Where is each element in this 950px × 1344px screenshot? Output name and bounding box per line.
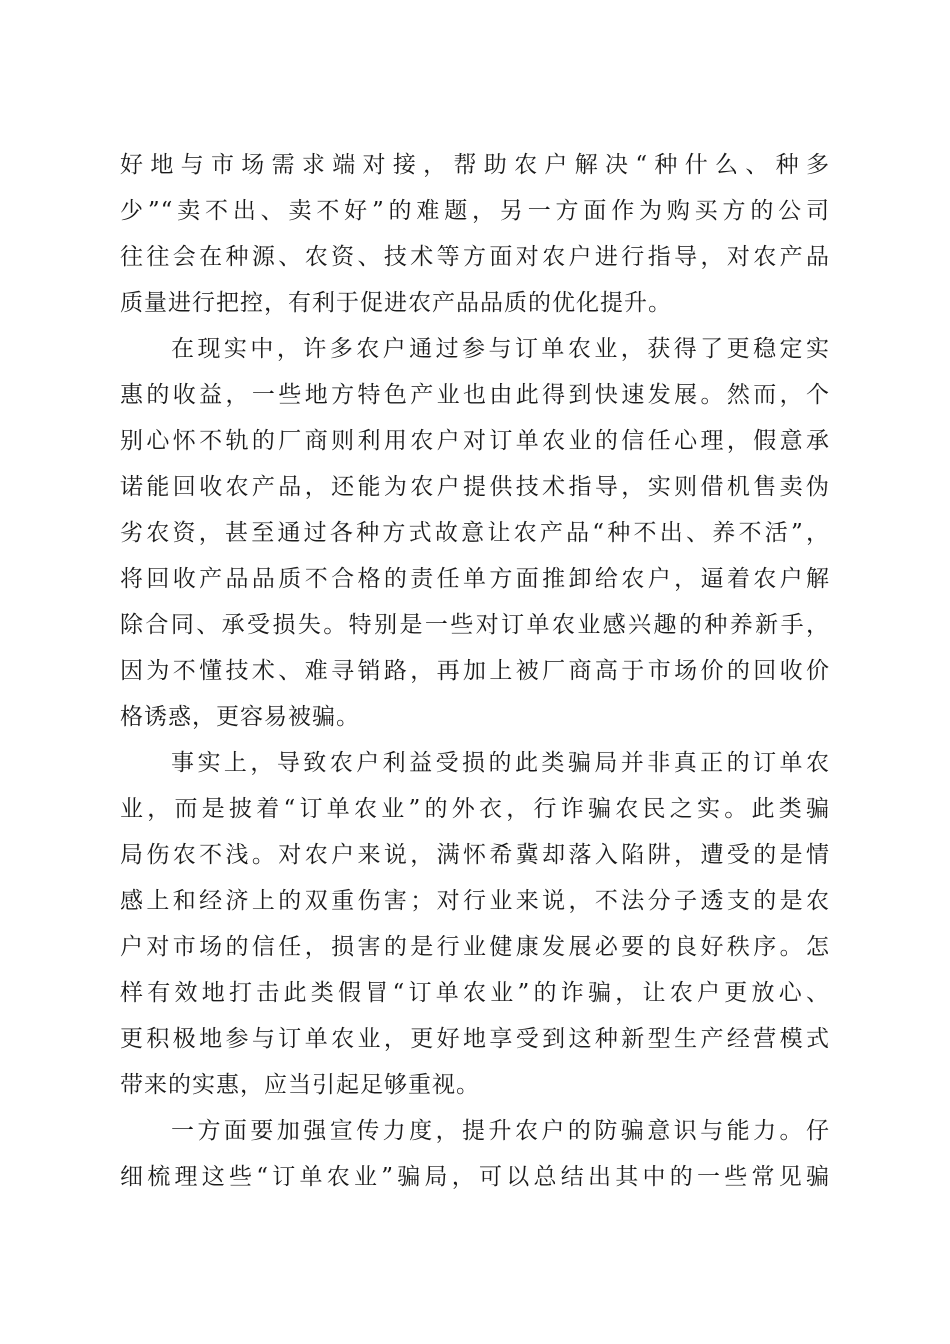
text-line: 劣农资，甚至通过各种方式故意让农产品“种不出、养不活”， <box>120 520 830 546</box>
text-line: 好地与市场需求端对接，帮助农户解决“种什么、种多 <box>120 152 830 178</box>
text-line: 户对市场的信任，损害的是行业健康发展必要的良好秩序。怎 <box>120 934 830 960</box>
paragraph-first-line: 事实上，导致农户利益受损的此类骗局并非真正的订单农 <box>171 750 830 776</box>
text-line: 惠的收益，一些地方特色产业也由此得到快速发展。然而，个 <box>120 382 830 408</box>
paragraph-first-line: 一方面要加强宣传力度，提升农户的防骗意识与能力。仔 <box>171 1118 830 1144</box>
text-line: 将回收产品品质不合格的责任单方面推卸给农户，逼着农户解 <box>120 566 830 592</box>
text-line: 格诱惑，更容易被骗。 <box>120 704 360 730</box>
text-line: 少”“卖不出、卖不好”的难题，另一方面作为购买方的公司 <box>120 198 830 224</box>
text-line: 诺能回收农产品，还能为农户提供技术指导，实则借机售卖伪 <box>120 474 830 500</box>
text-line: 质量进行把控，有利于促进农产品品质的优化提升。 <box>120 290 672 316</box>
text-line: 往往会在种源、农资、技术等方面对农户进行指导，对农产品 <box>120 244 830 270</box>
text-line: 别心怀不轨的厂商则利用农户对订单农业的信任心理，假意承 <box>120 428 830 454</box>
paragraph-first-line: 在现实中，许多农户通过参与订单农业，获得了更稳定实 <box>171 336 830 362</box>
text-line: 样有效地打击此类假冒“订单农业”的诈骗，让农户更放心、 <box>120 980 830 1006</box>
text-line: 除合同、承受损失。特别是一些对订单农业感兴趣的种养新手， <box>120 612 830 638</box>
text-line: 细梳理这些“订单农业”骗局，可以总结出其中的一些常见骗 <box>120 1164 830 1190</box>
text-line: 感上和经济上的双重伤害；对行业来说，不法分子透支的是农 <box>120 888 830 914</box>
text-line: 带来的实惠，应当引起足够重视。 <box>120 1072 480 1098</box>
body-text <box>120 142 830 1200</box>
text-line: 局伤农不浅。对农户来说，满怀希冀却落入陷阱，遭受的是情 <box>120 842 830 868</box>
text-line: 业，而是披着“订单农业”的外衣，行诈骗农民之实。此类骗 <box>120 796 830 822</box>
text-line: 更积极地参与订单农业，更好地享受到这种新型生产经营模式 <box>120 1026 830 1052</box>
text-line: 因为不懂技术、难寻销路，再加上被厂商高于市场价的回收价 <box>120 658 830 684</box>
